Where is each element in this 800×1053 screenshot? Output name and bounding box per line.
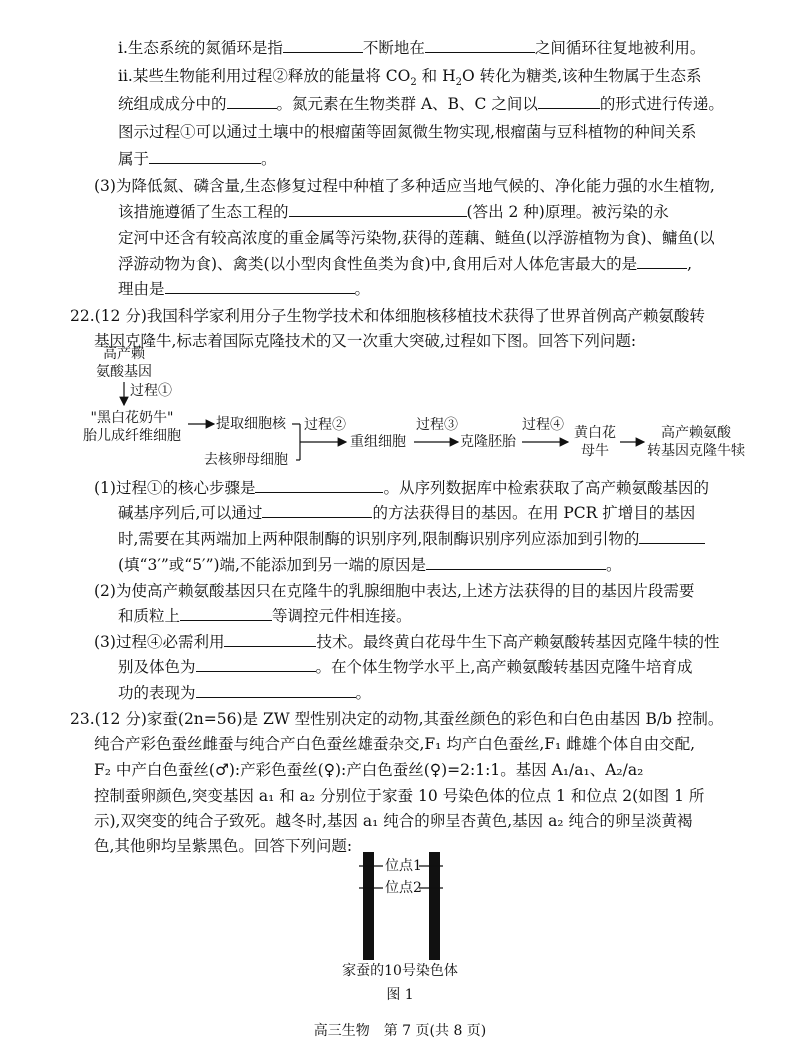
text: (答出 2 种)原理。被污染的永: [466, 203, 669, 221]
text: 黄白花: [574, 425, 616, 441]
text: 浮游动物为食)、禽类(以小型肉食性鱼类为食)中,食用后对人体危害最大的是: [118, 255, 638, 273]
surrogate-mother-label: [568, 424, 622, 460]
text: 。在个体生物学水平上,高产赖氨酸转基因克隆牛培育成: [315, 658, 693, 676]
recombinant-cell-label: 重组细胞: [350, 434, 406, 450]
q22-part3-line3: [118, 683, 371, 703]
extract-nucleus-label: 提取细胞核: [216, 416, 286, 432]
chromatid-right: [429, 852, 440, 960]
step4-label: 过程④: [522, 417, 564, 433]
text: 。: [354, 280, 371, 298]
step3-label: 过程③: [416, 417, 458, 433]
text: 理由是: [118, 280, 165, 298]
q23-line1: [70, 709, 723, 729]
gene-label: [86, 345, 162, 381]
text: (2)为使高产赖氨酸基因只在克隆牛的乳腺细胞中表达,上述方法获得的目的基因片段需要: [94, 582, 695, 600]
text: (1)过程①的核心步骤是: [94, 479, 256, 497]
text: ⅰ.生态系统的氮循环是指: [118, 39, 283, 57]
page-footer: 高三生物 第 7 页(共 8 页): [313, 1023, 487, 1039]
text: 高产赖: [103, 346, 145, 362]
locus1-label: 位点1: [385, 858, 422, 874]
enucleated-egg-label: 去核卵母细胞: [204, 452, 288, 468]
answer-blank[interactable]: [639, 529, 705, 544]
text: 氨酸基因: [96, 364, 152, 380]
answer-blank[interactable]: [255, 478, 383, 493]
text: 别及体色为: [118, 658, 196, 676]
text: "黑白花奶牛": [90, 410, 174, 426]
q22-part1-line2: [118, 503, 695, 523]
text: 功的表现为: [118, 684, 196, 702]
text: 23.(12 分)家蚕(2n=56)是 ZW 型性别决定的动物,其蚕丝颜色的彩色和白色由基因 B/b 控制。: [70, 710, 724, 728]
text: 纯合产彩色蚕丝雌蚕与纯合产白色蚕丝雄蚕杂交,F₁ 均产白色蚕丝,F₁ 雌雄个体自由交配,: [94, 735, 696, 753]
q21-line-ii-1: ⅱ.某些生物能利用过程②释放的能量将 $CO_2$ 和 $H_2O$ 转化为糖类,该种生物属于生态系: [118, 67, 702, 89]
locus2-label: 位点2: [385, 880, 422, 896]
text: 不断地在: [362, 39, 425, 57]
step1-label: 过程①: [130, 383, 172, 399]
text: (3)过程④必需利用: [94, 633, 225, 651]
text: 。氮元素在生物类群 A、B、C 之间以: [276, 95, 538, 113]
text: 该措施遵循了生态工程的: [118, 203, 289, 221]
text: 统组成成分中的: [118, 95, 227, 113]
text: 定河中还含有较高浓度的重金属等污染物,获得的莲藕、鲢鱼(以浮游植物为食)、鳙鱼(以: [118, 229, 715, 247]
answer-blank[interactable]: [262, 503, 372, 518]
text: 。: [261, 150, 277, 168]
text: 。从序列数据库中检索获取了高产赖氨酸基因的: [383, 479, 709, 497]
text: 和质粒上: [118, 607, 181, 625]
answer-blank[interactable]: [180, 606, 272, 621]
text: 的形式进行传递。: [599, 95, 724, 113]
text: 技术。最终黄白花母牛生下高产赖氨酸转基因克隆牛犊的性: [316, 633, 720, 651]
text: 高产赖氨酸: [661, 425, 731, 441]
q22-part3-line1: [94, 632, 719, 652]
text: 色,其他卵均呈紫黑色。回答下列问题:: [94, 837, 353, 855]
answer-blank[interactable]: [426, 555, 606, 570]
q23-line6: [94, 836, 352, 856]
q23-line5: [94, 811, 692, 831]
text: 的方法获得目的基因。在用 PCR 扩增目的基因: [372, 504, 696, 522]
q22-part1-line1: [94, 478, 709, 498]
q23-line3: [94, 760, 643, 780]
text: 图示过程①可以通过土壤中的根瘤菌等固氮微生物实现,根瘤菌与豆科植物的种间关系: [118, 123, 697, 141]
q22-part1-line4: [118, 555, 622, 575]
answer-blank[interactable]: [224, 632, 316, 647]
answer-blank[interactable]: [196, 683, 356, 698]
text: 。: [605, 556, 622, 574]
text: 22.(12 分)我国科学家利用分子生物学技术和体细胞核移植技术获得了世界首例高产赖氨酸转: [70, 307, 705, 325]
text: 控制蚕卵颜色,突变基因 a₁ 和 a₂ 分别位于家蚕 10 号染色体的位点 1 和位点 2(如图 1 所: [94, 787, 705, 805]
q22-part2-line2: [118, 606, 412, 626]
text: 。: [355, 684, 372, 702]
q23-line4: [94, 786, 704, 806]
chromatid-left: [363, 852, 374, 960]
step2-label: 过程②: [304, 417, 346, 433]
cloned-embryo-label: 克隆胚胎: [460, 434, 516, 450]
text: 胎儿成纤维细胞: [83, 428, 181, 444]
answer-blank[interactable]: [196, 657, 316, 672]
cloned-calf-label: [640, 424, 752, 460]
text: 母牛: [581, 443, 609, 459]
q22-part2-line1: [94, 581, 694, 601]
q23-line2: [94, 734, 695, 754]
text: ⅱ.某些生物能利用过程②释放的能量将 CO: [118, 67, 411, 85]
text: F₂ 中产白色蚕丝(♂):产彩色蚕丝(♀):产白色蚕丝(♀)=2:1:1。基因 A₁/a₁、A₂/a₂: [94, 761, 644, 779]
text: O 转化为糖类,该种生物属于生态系: [461, 67, 702, 85]
q22-part3-line2: [118, 657, 692, 677]
text: 和 H: [416, 67, 456, 85]
text: 之间循环往复地被利用。: [534, 39, 706, 57]
text: 基因克隆牛,标志着国际克隆技术的又一次重大突破,过程如下图。回答下列问题:: [94, 332, 637, 350]
text: 等调控元件相连接。: [272, 607, 412, 625]
text: (填“3′”或“5′”)端,不能添加到另一端的原因是: [118, 556, 426, 574]
text: 转基因克隆牛犊: [647, 443, 745, 459]
figure-label: 图 1: [386, 987, 414, 1003]
figure-caption: 家蚕的10号染色体: [342, 963, 458, 979]
text: 碱基序列后,可以通过: [118, 504, 263, 522]
text: 属于: [118, 150, 150, 168]
donor-cell-label: [76, 409, 188, 445]
q22-part1-line3: [118, 529, 705, 549]
text: 时,需要在其两端加上两种限制酶的识别序列,限制酶识别序列应添加到引物的: [118, 530, 640, 548]
text: 示),双突变的纯合子致死。越冬时,基因 a₁ 纯合的卵呈杏黄色,基因 a₂ 纯合的卵呈淡黄褐: [94, 812, 693, 830]
text: (3)为降低氮、磷含量,生态修复过程中种植了多种适应当地气候的、净化能力强的水生植物,: [94, 177, 715, 195]
text: ,: [687, 255, 693, 273]
